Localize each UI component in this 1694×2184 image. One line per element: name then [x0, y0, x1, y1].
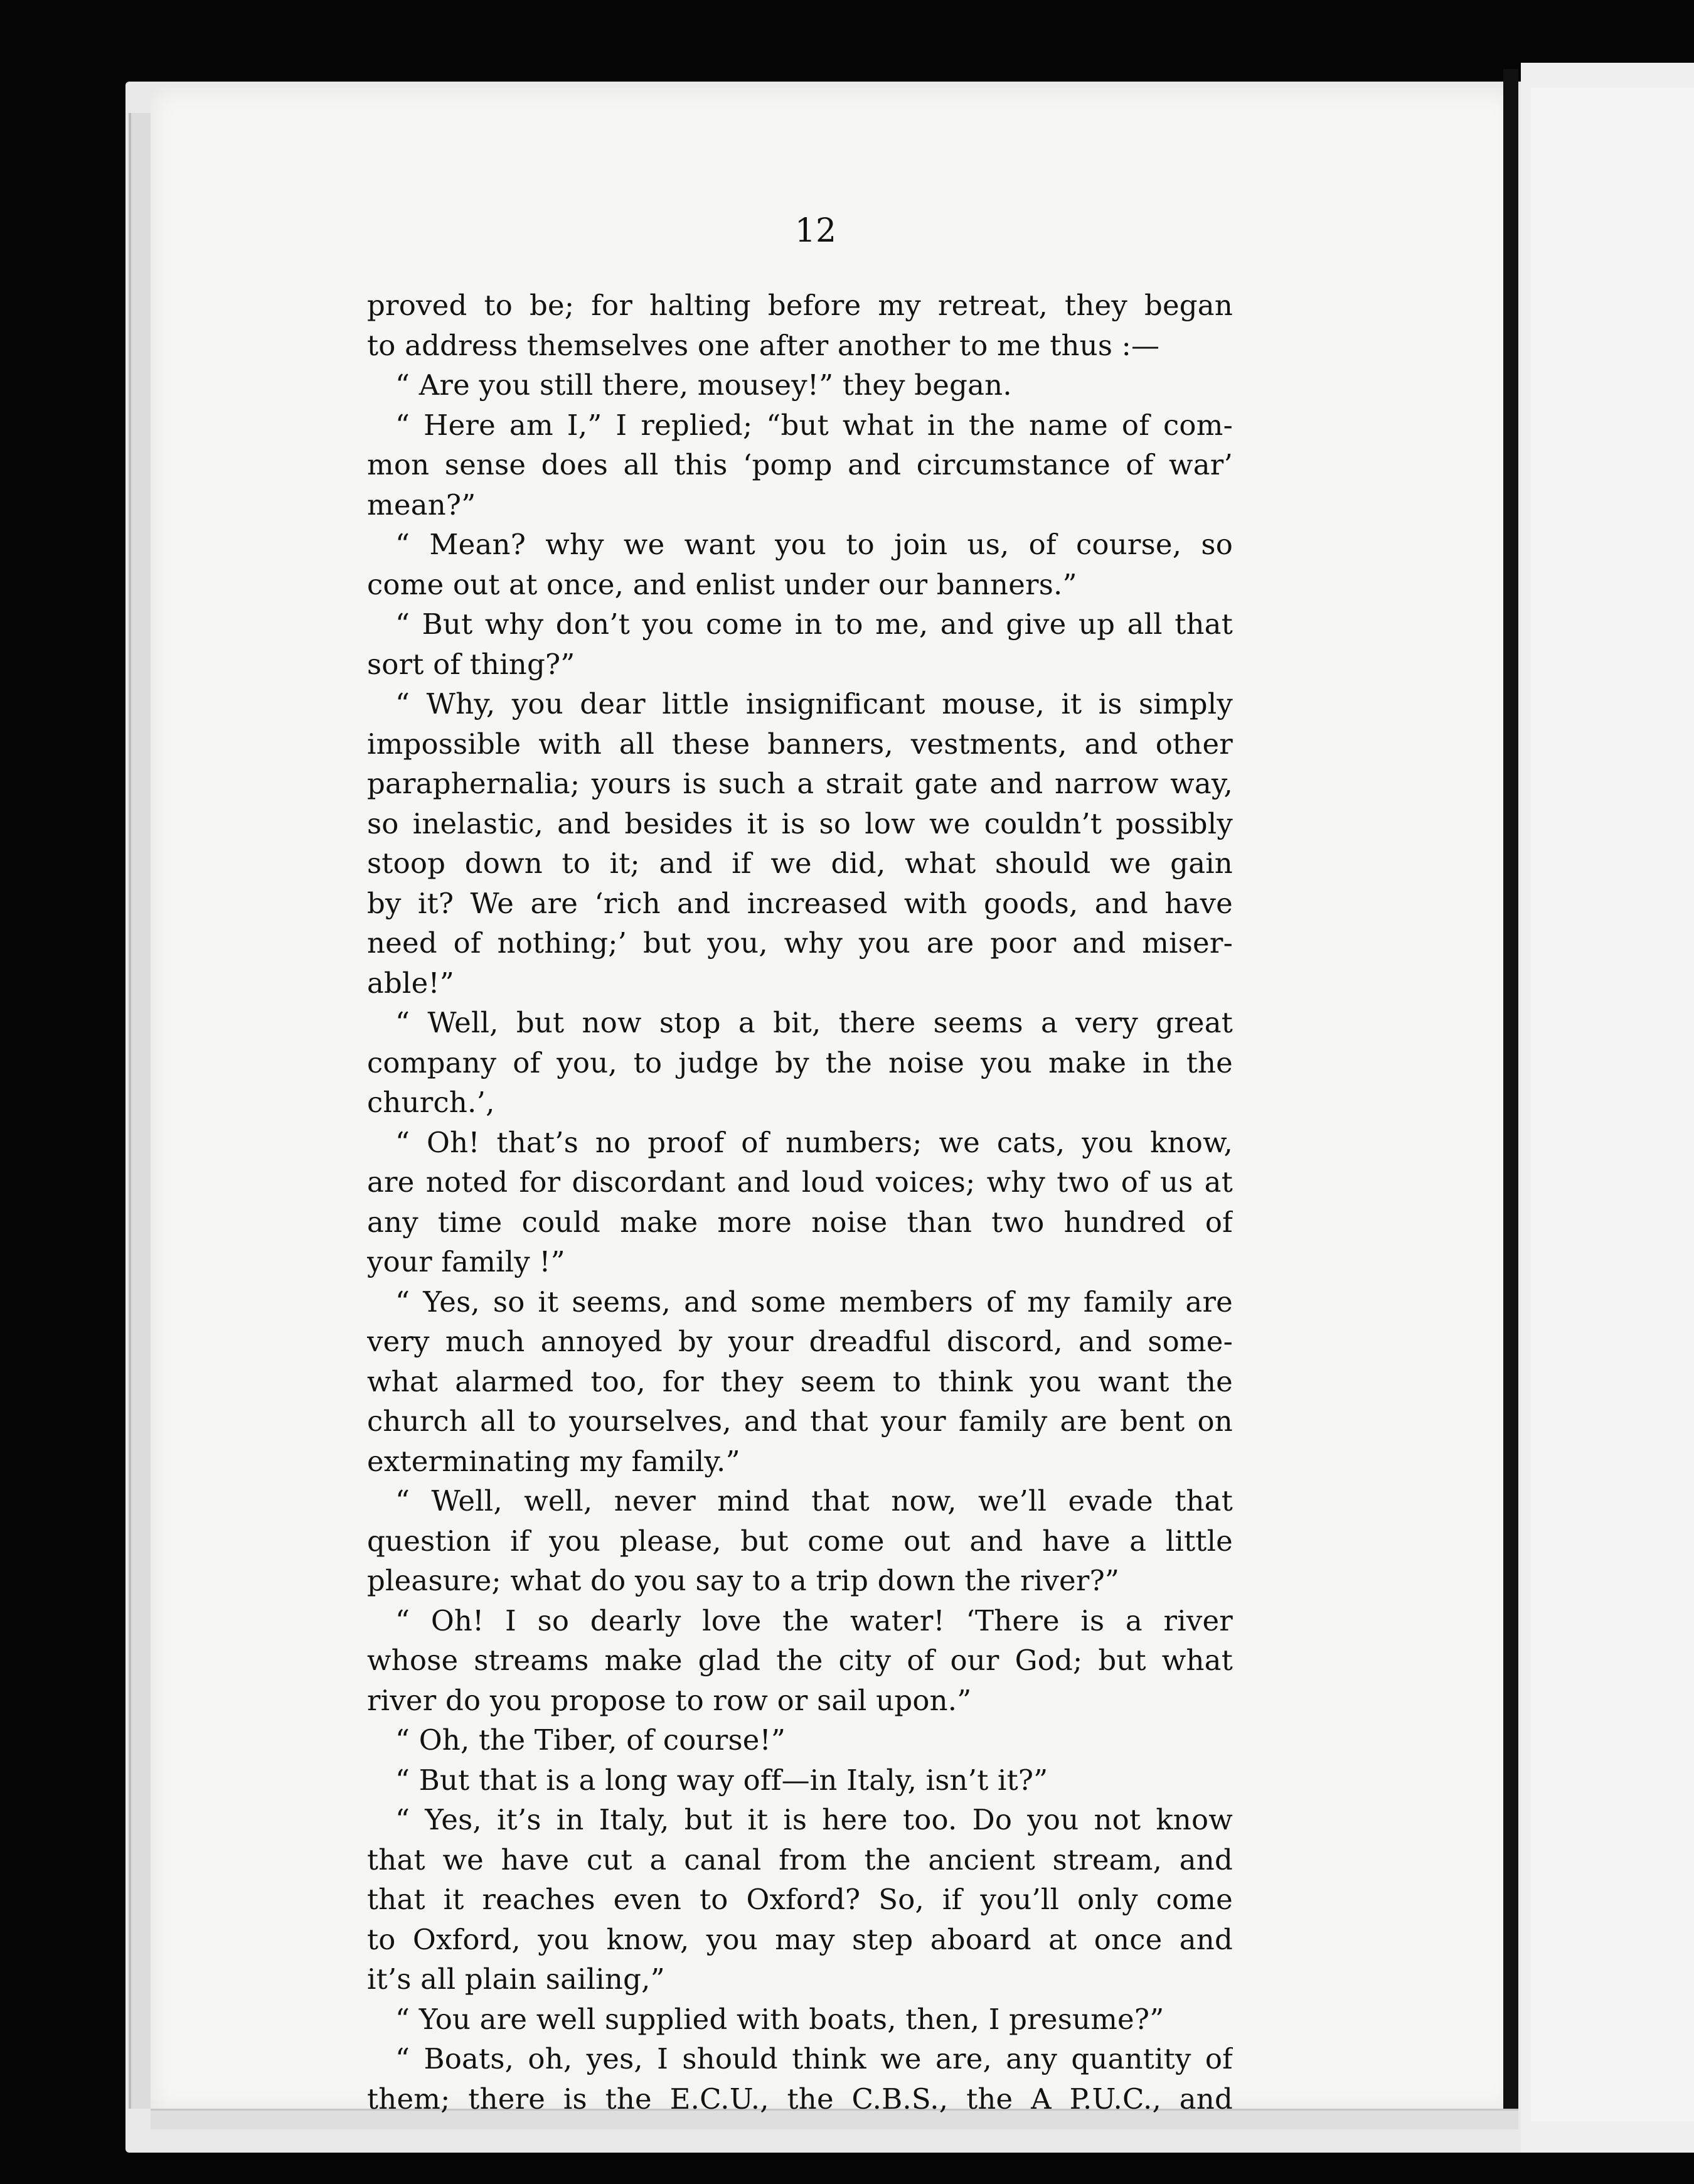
text-line: proved to be; for halting before my retreat, they began: [367, 289, 1233, 322]
text-line: impossible with all these banners, vestments, and other: [367, 727, 1233, 761]
text-line: “ Are you still there, mousey!” they began.: [395, 368, 1012, 402]
text-line: “ Yes, it’s in Italy, but it is here too. Do you not know: [395, 1803, 1233, 1836]
text-line: any time could make more noise than two hundred of: [367, 1205, 1233, 1239]
text-line: need of nothing;’ but you, why you are poor and miser-: [367, 926, 1233, 960]
text-line: company of you, to judge by the noise you make in the: [367, 1046, 1233, 1079]
text-line: “ Oh! I so dearly love the water! ‘There is a river: [395, 1603, 1233, 1637]
text-line: come out at once, and enlist under our banners.”: [367, 567, 1077, 601]
text-line: “ Oh! that’s no proof of numbers; we cats, you know,: [395, 1125, 1233, 1159]
text-line: “ Here am I,” I replied; “but what in the name of com-: [395, 408, 1233, 442]
text-line: paraphernalia; yours is such a strait gate and narrow way,: [367, 767, 1233, 800]
text-line: them; there is the E.C.U., the C.B.S., the A P.U.C., and: [367, 2082, 1233, 2116]
text-line: so inelastic, and besides it is so low we couldn’t possibly: [367, 806, 1233, 840]
text-line: that we have cut a canal from the ancient stream, and: [367, 1843, 1233, 1876]
book-spine: [1503, 69, 1518, 2109]
text-line: your family !”: [367, 1245, 565, 1278]
text-line: what alarmed too, for they seem to think you want the: [367, 1364, 1233, 1398]
text-line: “ Boats, oh, yes, I should think we are, any quantity of: [395, 2042, 1233, 2075]
text-line: exterminating my family.”: [367, 1444, 740, 1478]
text-line: “ Oh, the Tiber, of course!”: [395, 1723, 786, 1757]
text-line: to address themselves one after another to me thus :—: [367, 328, 1160, 362]
text-line: very much annoyed by your dreadful discord, and some-: [367, 1325, 1233, 1358]
text-line: stoop down to it; and if we did, what should we gain: [367, 847, 1233, 880]
text-line: to Oxford, you know, you may step aboard at once and: [367, 1922, 1233, 1956]
text-line: whose streams make glad the city of our God; but what: [367, 1644, 1233, 1677]
text-line: by it? We are ‘rich and increased with goods, and have: [367, 886, 1233, 920]
text-line: mean?”: [367, 488, 476, 522]
text-line: mon sense does all this ‘pomp and circumstance of war’: [367, 448, 1233, 481]
text-line: “ But that is a long way off—in Italy, isn’t it?”: [395, 1763, 1048, 1797]
text-line: sort of thing?”: [367, 647, 575, 681]
text-line: able!”: [367, 966, 454, 1000]
text-line: “ Why, you dear little insignificant mouse, it is simply: [395, 687, 1233, 720]
page-left-edge: [129, 113, 154, 2109]
text-line: pleasure; what do you say to a trip down the river?”: [367, 1564, 1120, 1597]
text-line: that it reaches even to Oxford? So, if you’ll only come: [367, 1883, 1233, 1916]
text-line: question if you please, but come out and have a little: [367, 1524, 1233, 1558]
text-line: “ But why don’t you come in to me, and give up all that: [395, 608, 1233, 641]
text-line: “ Well, but now stop a bit, there seems a very great: [395, 1006, 1233, 1039]
text-line: it’s all plain sailing,”: [367, 1962, 665, 1996]
text-line: “ Mean? why we want you to join us, of course, so: [395, 528, 1233, 561]
text-line: church.’,: [367, 1086, 495, 1119]
page-number: 12: [794, 212, 837, 250]
text-line: “ Well, well, never mind that now, we’ll evade that: [395, 1484, 1233, 1518]
text-line: “ You are well supplied with boats, then, I presume?”: [395, 2002, 1164, 2036]
text-line: “ Yes, so it seems, and some members of my family are: [395, 1285, 1233, 1319]
text-line: are noted for discordant and loud voices; why two of us at: [367, 1165, 1233, 1199]
body-text: [367, 286, 1233, 2119]
facing-page-surface: [1531, 88, 1694, 2121]
text-line: church all to yourselves, and that your family are bent on: [367, 1405, 1233, 1438]
text-line: river do you propose to row or sail upon.”: [367, 1683, 972, 1717]
